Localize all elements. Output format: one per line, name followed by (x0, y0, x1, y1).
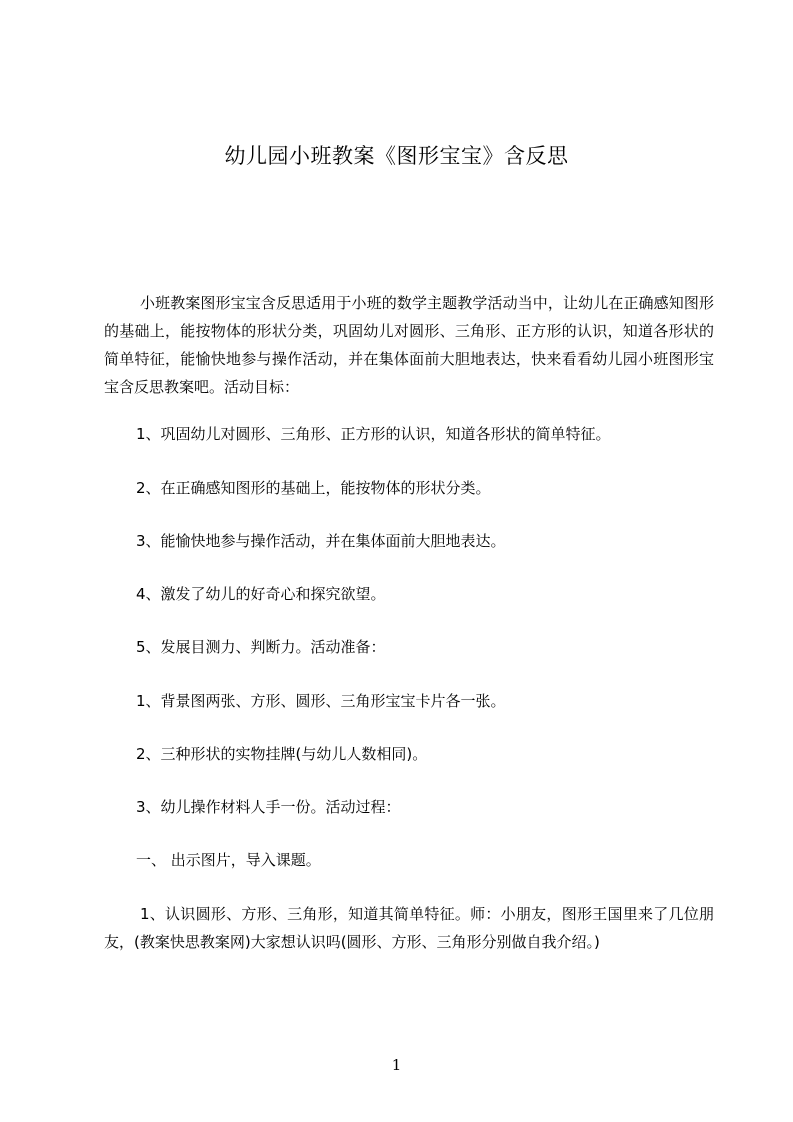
goal-item-3: 3、能愉快地参与操作活动，并在集体面前大胆地表达。 (136, 532, 506, 550)
preparation-item-2: 2、三种形状的实物挂牌(与幼儿人数相同)。 (136, 745, 428, 763)
goal-item-1: 1、巩固幼儿对圆形、三角形、正方形的认识，知道各形状的简单特征。 (136, 425, 611, 443)
goal-item-4: 4、激发了幼儿的好奇心和探究欲望。 (136, 585, 386, 603)
goal-item-2: 2、在正确感知图形的基础上，能按物体的形状分类。 (136, 479, 491, 497)
process-step-1: 1、认识圆形、方形、三角形，知道其简单特征。师：小朋友，图形王国里来了几位朋友，(教案快思教案网)大家想认识吗(圆形、方形、三角形分别做自我介绍。) (104, 905, 714, 951)
preparation-item-3: 3、幼儿操作材料人手一份。活动过程： (136, 798, 401, 816)
page-number: 1 (391, 1056, 402, 1074)
goal-item-5: 5、发展目测力、判断力。活动准备： (136, 638, 386, 656)
process-heading: 一、 出示图片，导入课题。 (136, 851, 321, 869)
preparation-item-1: 1、背景图两张、方形、圆形、三角形宝宝卡片各一张。 (136, 692, 506, 710)
intro-paragraph: 小班教案图形宝宝含反思适用于小班的数学主题教学活动当中，让幼儿在正确感知图形的基础上，能按物体的形状分类，巩固幼儿对圆形、三角形、正方形的认识，知道各形状的简单特征，能愉快地参与操作活动，并在集体面前大胆地表达，快来看看幼儿园小班图形宝宝含反思教案吧。活动目标： (104, 294, 714, 396)
document-title: 幼儿园小班教案《图形宝宝》含反思 (224, 144, 569, 168)
